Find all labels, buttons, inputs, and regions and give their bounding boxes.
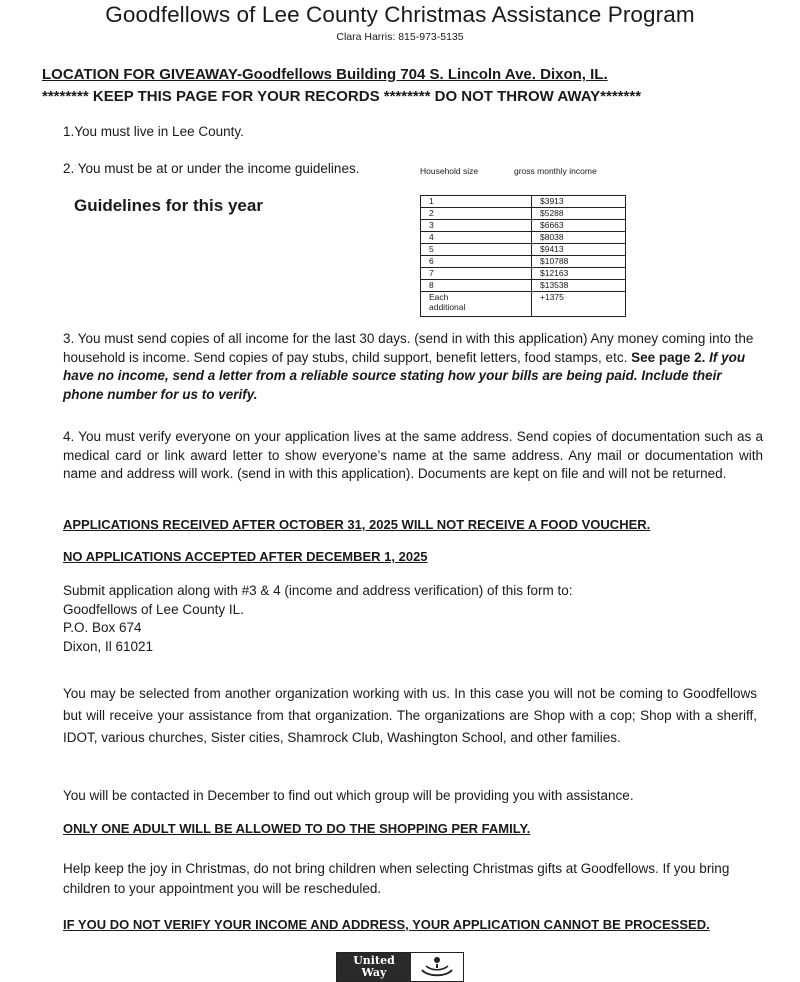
rule-3-see-page: See page 2. [631,349,706,365]
verify-notice: IF YOU DO NOT VERIFY YOUR INCOME AND ADDRESS, YOUR APPLICATION CANNOT BE PROCESSED. [63,917,710,932]
submit-intro: Submit application along with #3 & 4 (income and address verification) of this form to: [63,583,573,598]
logo-text: United Way [337,953,411,981]
rule-4: 4. You must verify everyone on your application lives at the same address. Send copies of documentation such as a medical card or link award letter to show everyone’s name at the same address. Any mail or documentation with name and address will work. (send in with this application). Documents are kept on file and will not be returned. [63,429,763,481]
table-row [421,196,626,208]
household-size-cell: 1 [421,196,532,208]
household-size-cell: 8 [421,280,532,292]
contacted-paragraph: You will be contacted in December to find out which group will be providing you with assistance. [63,788,634,803]
table-row [421,256,626,268]
organizations-paragraph: You may be selected from another organization working with us. In this case you will not be coming to Goodfellows but will receive your assistance from that organization. The organizations are Shop with a cop; Shop with a sheriff, IDOT, various churches, Sister cities, Shamrock Club, Washington School, and other families. [63,686,757,745]
submit-org: Goodfellows of Lee County IL. [63,601,244,617]
income-cell: $6663 [532,220,626,232]
keep-notice: ******** KEEP THIS PAGE FOR YOUR RECORDS ******** DO NOT THROW AWAY******* [42,88,642,105]
giveaway-location: LOCATION FOR GIVEAWAY-Goodfellows Building 704 S. Lincoln Ave. Dixon, IL. [42,66,608,83]
household-size-cell: 2 [421,208,532,220]
household-size-cell: 6 [421,256,532,268]
income-cell: +1375 [532,292,626,317]
deadline-applications: NO APPLICATIONS ACCEPTED AFTER DECEMBER 1, 2025 [63,549,428,564]
deadline-food-voucher: APPLICATIONS RECEIVED AFTER OCTOBER 31, 2025 WILL NOT RECEIVE A FOOD VOUCHER. [63,517,651,532]
each-label: Each [429,292,449,302]
submit-city: Dixon, Il 61021 [63,638,154,654]
household-size-cell: 4 [421,232,532,244]
rule-2: 2. You must be at or under the income guidelines. [63,161,360,176]
income-table [420,195,626,317]
one-adult-notice: ONLY ONE ADULT WILL BE ALLOWED TO DO THE SHOPPING PER FAMILY. [63,821,531,836]
joy-paragraph: Help keep the joy in Christmas, do not bring children when selecting Christmas gifts at Goodfellows. If you bring children to your appointment you will be rescheduled. [63,861,730,896]
household-size-cell: 3 [421,220,532,232]
hand-person-icon [411,953,463,981]
income-cell: $3913 [532,196,626,208]
income-cell: $12163 [532,268,626,280]
table-row [421,280,626,292]
table-row [421,220,626,232]
submit-address [63,582,573,656]
table-header-household: Household size [420,166,479,176]
contact-line: Clara Harris: 815-973-5135 [336,31,464,43]
income-cell: $9413 [532,244,626,256]
united-way-logo [336,952,464,982]
income-cell: $8038 [532,232,626,244]
rule-3-text: 3. You must send copies of all income for the last 30 days. (send in with this application) Any money coming into the household is income. Send copies of pay stubs, child support, benefit letters, food stamps, etc. [63,331,754,365]
income-cell: $10788 [532,256,626,268]
rule-3 [63,330,763,404]
table-row [421,208,626,220]
rule-1: 1.You must live in Lee County. [63,124,244,139]
additional-label: additional [429,302,466,312]
table-row [421,244,626,256]
table-row [421,268,626,280]
submit-po-box: P.O. Box 674 [63,620,142,635]
table-header-income: gross monthly income [514,166,597,176]
rule-3-no-income-note: If you have no income, send a letter from a reliable source stating how your bills are being paid. Include their phone number for us to verify. [63,349,746,402]
household-size-cell: 7 [421,268,532,280]
table-row [421,292,626,317]
income-cell: $13538 [532,280,626,292]
guidelines-heading: Guidelines for this year [74,196,263,215]
income-cell: $5288 [532,208,626,220]
household-size-cell: 5 [421,244,532,256]
page-title: Goodfellows of Lee County Christmas Assistance Program [105,2,695,27]
household-size-cell [421,292,532,317]
table-row [421,232,626,244]
